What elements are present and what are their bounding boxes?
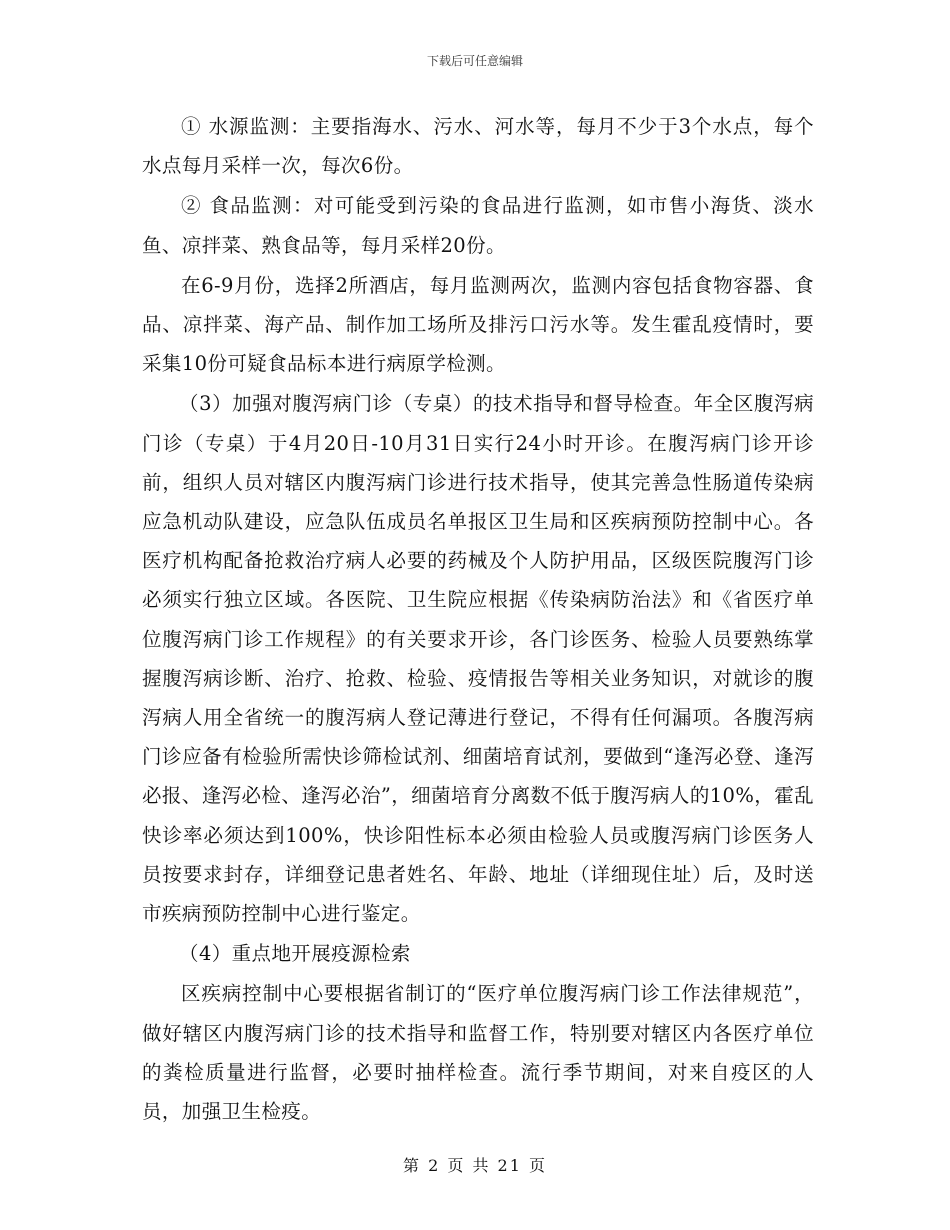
page-footer: 第 2 页 共 21 页 bbox=[403, 1156, 547, 1175]
paragraph-source-search: 区疾病控制中心要根据省制订的“医疗单位腹泻病门诊工作法律规范”，做好辖区内腹泻病门诊的技术指导和监督工作，特别要对辖区内各医疗单位的粪检质量进行监督，必要时抽样检查。流行季节期间，对来自疫区的人员，加强卫生检疫。 bbox=[142, 982, 814, 1124]
paragraph-food-monitoring: ② 食品监测：对可能受到污染的食品进行监测，如市售小海货、淡水鱼、凉拌菜、熟食品等，每月采样20份。 bbox=[142, 194, 814, 257]
paragraph-clinic-guidance: （3）加强对腹泻病门诊（专桌）的技术指导和督导检查。年全区腹泻病门诊（专桌）于4月20日-10月31日实行24小时开诊。在腹泻病门诊开诊前，组织人员对辖区内腹泻病门诊进行技术指导，使其完善急性肠道传染病应急机动队建设，应急队伍成员名单报区卫生局和区疾病预防控制中心。各医疗机构配备抢救治疗病人必要的药械及个人防护用品，区级医院腹泻门诊必须实行独立区域。各医院、卫生院应根据《传染病防治法》和《省医疗单位腹泻病门诊工作规程》的有关要求开诊，各门诊医务、检验人员要熟练掌握腹泻病诊断、治疗、抢救、检验、疫情报告等相关业务知识，对就诊的腹泻病人用全省统一的腹泻病人登记薄进行登记，不得有任何漏项。各腹泻病门诊应备有检验所需快诊筛检试剂、细菌培育试剂，要做到“逢泻必登、逢泻必报、逢泻必检、逢泻必治”，细菌培育分离数不低于腹泻病人的10%，霍乱快诊率必须达到100%，快诊阳性标本必须由检验人员或腹泻病门诊医务人员按要求封存，详细登记患者姓名、年龄、地址（详细现住址）后，及时送市疾病预防控制中心进行鉴定。 bbox=[142, 392, 814, 926]
page-header: 下载后可任意编辑 bbox=[426, 54, 523, 68]
document-body bbox=[142, 107, 814, 1131]
paragraph-hotel-monitoring: 在6-9月份，选择2所酒店，每月监测两次，监测内容包括食物容器、食品、凉拌菜、海产品、制作加工场所及排污口污水等。发生霍乱疫情时，要采集10份可疑食品标本进行病原学检测。 bbox=[142, 273, 814, 376]
section-heading-source-search: （4）重点地开展疫源检索 bbox=[179, 942, 411, 966]
paragraph-water-monitoring: ① 水源监测：主要指海水、污水、河水等，每月不少于3个水点，每个水点每月采样一次，每次6份。 bbox=[142, 115, 814, 178]
